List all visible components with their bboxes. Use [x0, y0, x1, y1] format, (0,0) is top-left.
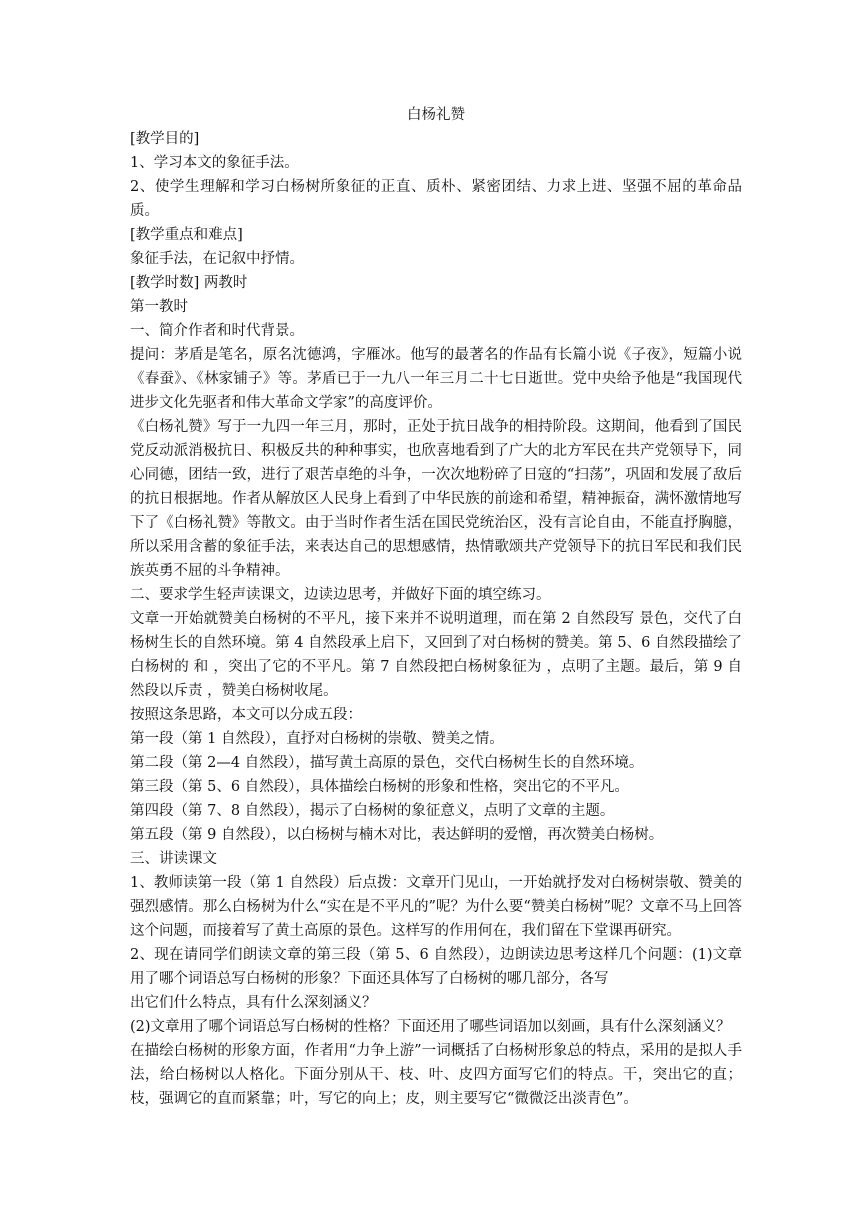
step-one-heading: 一、简介作者和时代背景。: [130, 323, 304, 339]
objective-item-1: 1、学习本文的象征手法。: [130, 155, 299, 171]
objective-item-2: 2、使学生理解和学习白杨树所象征的正直、质朴、紧密团结、力求上进、坚强不屈的革命品质。: [130, 179, 742, 219]
document-title: 白杨礼赞: [407, 107, 465, 123]
step-two-heading: 二、要求学生轻声读课文，边读边思考，并做好下面的填空练习。: [130, 587, 551, 603]
reading-note-2: 2、现在请同学们朗读文章的第三段（第 5、6 自然段），边朗读边思考这样几个问题：(1)文章用了哪个词语总写白杨树的形象？下面还具体写了白杨树的哪几部分，各写: [130, 947, 742, 987]
structure-section-2: 第二段（第 2—4 自然段），描写黄土高原的景色，交代白杨树生长的自然环境。: [130, 755, 644, 771]
analysis-paragraph: 在描绘白杨树的形象方面，作者用“力争上游”一词概括了白杨树形象总的特点，采用的是拟人手法，给白杨树以人格化。下面分别从干、枝、叶、皮四方面写它们的特点。干，突出它的直；枝，强调它的直而紧靠；叶，写它的向上；皮，则主要写它“微微泛出淡青色”。: [130, 1043, 742, 1107]
key-points-text: 象征手法，在记叙中抒情。: [130, 251, 304, 267]
lesson-one-heading: 第一教时: [130, 299, 188, 315]
section-heading-objectives: [教学目的]: [130, 131, 200, 147]
step-three-heading: 三、讲读课文: [130, 851, 217, 867]
teaching-hours: [教学时数] 两教时: [130, 275, 248, 291]
section-heading-key-points: [教学重点和难点]: [130, 227, 243, 243]
author-intro-paragraph: 提问：茅盾是笔名，原名沈德鸿，字雁冰。他写的最著名的作品有长篇小说《子夜》，短篇小说《春蚕》、《林家铺子》等。茅盾已于一九八一年三月二十七日逝世。党中央给予他是“我国现代进步文化先驱者和伟大革命文学家”的高度评价。: [130, 347, 742, 411]
background-paragraph: 《白杨礼赞》写于一九四一年三月，那时，正处于抗日战争的相持阶段。这期间，他看到了国民党反动派消极抗日、积极反共的种种事实，也欣喜地看到了广大的北方军民在共产党领导下，同心同德，团结一致，进行了艰苦卓绝的斗争，一次次地粉碎了日寇的“扫荡”，巩固和发展了敌后的抗日根据地。作者从解放区人民身上看到了中华民族的前途和希望，精神振奋，满怀激情地写下了《白杨礼赞》等散文。由于当时作者生活在国民党统治区，没有言论自由，不能直抒胸臆，所以采用含蓄的象征手法，来表达自己的思想感情，热情歌颂共产党领导下的抗日军民和我们民族英勇不屈的斗争精神。: [130, 419, 742, 579]
structure-section-4: 第四段（第 7、8 自然段），揭示了白杨树的象征意义，点明了文章的主题。: [130, 803, 615, 819]
structure-section-3: 第三段（第 5、6 自然段），具体描绘白杨树的形象和性格，突出它的不平凡。: [130, 779, 629, 795]
reading-note-1: 1、教师读第一段（第 1 自然段）后点拨：文章开门见山，一开始就抒发对白杨树崇敬、赞美的强烈感情。那么白杨树为什么“实在是不平凡的”呢？为什么要“赞美白杨树”呢？文章不马上回答这个问题，而接着写了黄土高原的景色。这样写的作用何在，我们留在下堂课再研究。: [130, 875, 742, 939]
reading-note-2-continued: 出它们什么特点，具有什么深刻涵义？: [130, 995, 377, 1011]
question-2: (2)文章用了哪个词语总写白杨树的性格？下面还用了哪些词语加以刻画，具有什么深刻涵义？: [130, 1019, 731, 1035]
structure-section-1: 第一段（第 1 自然段），直抒对白杨树的崇敬、赞美之情。: [130, 731, 504, 747]
structure-intro: 按照这条思路，本文可以分成五段：: [130, 707, 362, 723]
fill-blank-exercise: 文章一开始就赞美白杨树的不平凡，接下来并不说明道理，而在第 2 自然段写 景色，交代了白杨树生长的自然环境。第 4 自然段承上启下，又回到了对白杨树的赞美。第 5、6 自然段描绘了白杨树的 和 ，突出了它的不平凡。第 7 自然段把白杨树象征为 ，点明了主题。最后，第 9 自然段以斥责 ，赞美白杨树收尾。: [130, 611, 742, 699]
document-page: [130, 103, 742, 1111]
structure-section-5: 第五段（第 9 自然段），以白杨树与楠木对比，表达鲜明的爱憎，再次赞美白杨树。: [130, 827, 664, 843]
